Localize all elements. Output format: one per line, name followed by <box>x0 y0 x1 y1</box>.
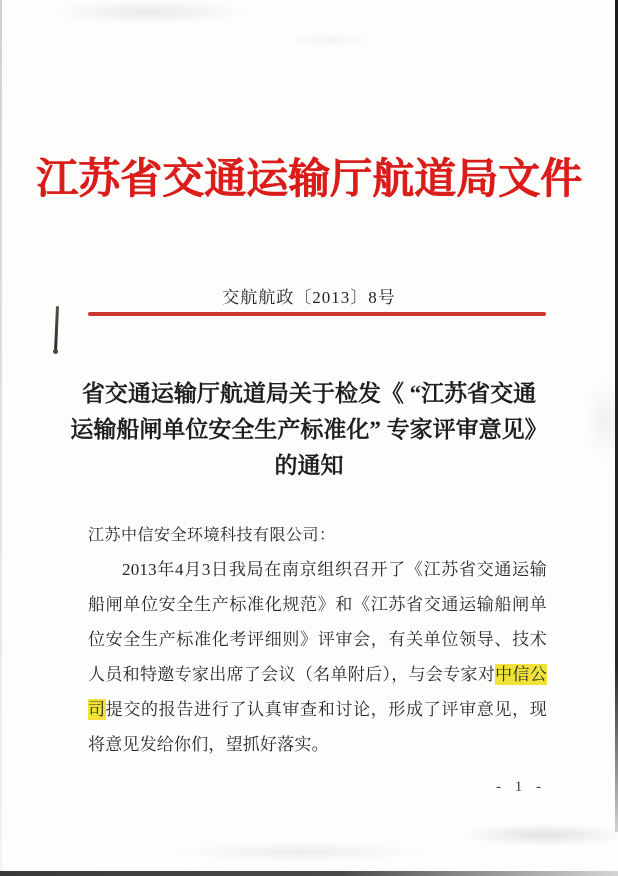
page-number: - 1 - <box>496 779 546 795</box>
pen-stroke-mark <box>54 306 59 352</box>
document-reference-number: 交航航政〔2013〕8号 <box>222 288 396 307</box>
document-title-line-3: 的通知 <box>274 453 344 478</box>
agency-banner-title: 江苏省交通运输厅航道局文件 <box>35 157 582 203</box>
document-title <box>60 376 558 484</box>
document-title-line-2: 运输船闸单位安全生产标准化” 专家评审意见》 <box>70 417 548 442</box>
document-title-line-1: 省交通运输厅航道局关于检发《 “江苏省交通 <box>81 381 537 406</box>
highlighted-company-name: 中信公司 <box>88 665 547 719</box>
body-text-before-highlight: 2013年4月3日我局在南京组织召开了《江苏省交通运输船闸单位安全生产标准化规范》和《江苏省交通运输船闸单位安全生产标准化考评细则》评审会，有关单位领导、技术人员和特邀专家出席了会议（名单附后），与会专家对 <box>88 560 547 684</box>
scan-edge-bottom <box>0 871 618 876</box>
scan-edge-left <box>0 0 2 876</box>
body-paragraph <box>88 552 547 762</box>
red-separator-rule <box>88 312 546 316</box>
body-text-after-highlight: 提交的报告进行了认真审查和讨论，形成了评审意见，现将意见发给你们，望抓好落实。 <box>88 700 547 754</box>
addressee-line: 江苏中信安全环境科技有限公司： <box>88 527 336 544</box>
